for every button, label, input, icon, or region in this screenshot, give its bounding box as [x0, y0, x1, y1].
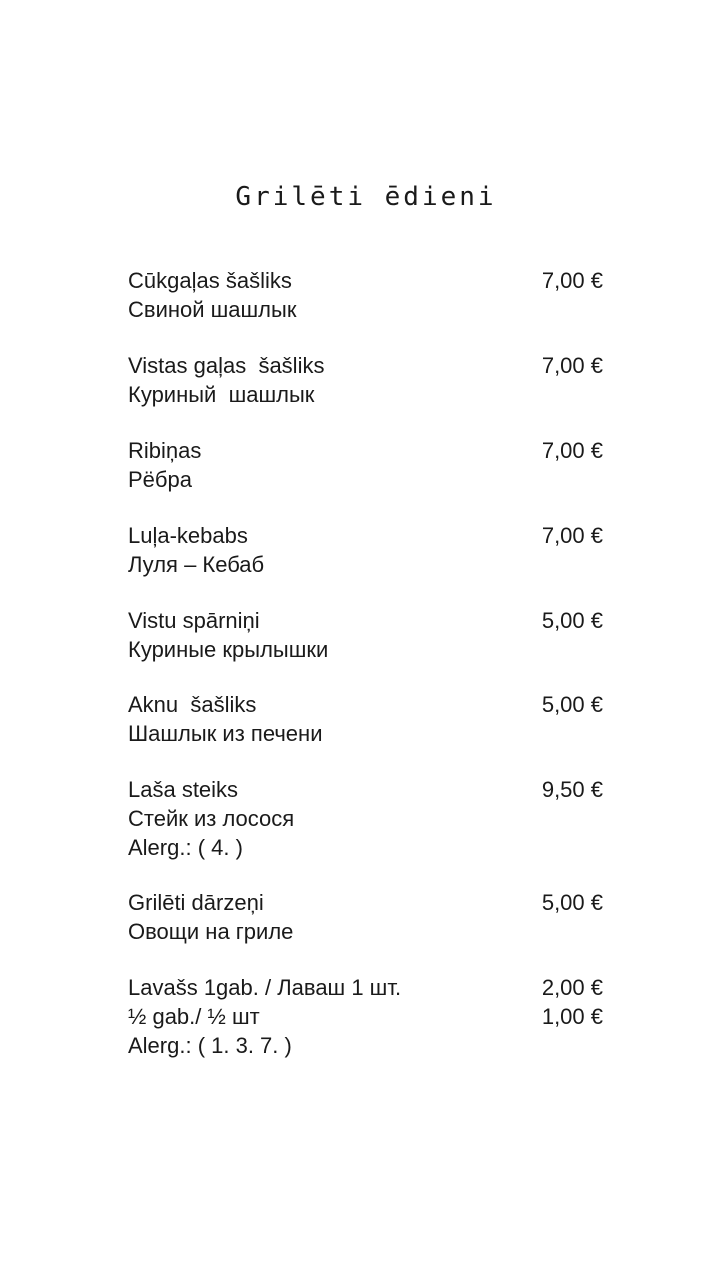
- item-name-lv: Laša steiks: [128, 777, 239, 802]
- item-price: 7,00 €: [541, 353, 603, 378]
- item-name-lv: Vistu spārniņi: [128, 608, 260, 633]
- lavash-price-1: 2,00 €: [541, 975, 603, 1000]
- item-price: 7,00 €: [541, 438, 603, 463]
- item-name-lv: Cūkgaļas šašliks: [128, 268, 292, 293]
- item-name-lv: Ribiņas: [128, 438, 202, 463]
- menu-item-lula-kebab: [128, 521, 603, 579]
- item-name-ru: Куриный шашлык: [128, 382, 315, 407]
- item-price: 7,00 €: [541, 523, 603, 548]
- item-name-ru: Шашлык из печени: [128, 721, 323, 746]
- item-name-ru: Куриные крылышки: [128, 637, 329, 662]
- item-name-ru: Стейк из лосося: [128, 806, 295, 831]
- item-price: 5,00 €: [541, 608, 603, 633]
- item-name-ru: Рёбра: [128, 467, 192, 492]
- lavash-price-2: 1,00 €: [541, 1004, 603, 1029]
- menu-item-chicken-shashlik: [128, 351, 603, 409]
- lavash-line-1: Lavašs 1gab. / Лаваш 1 шт.: [128, 975, 402, 1000]
- item-allergens: Alerg.: ( 4. ): [128, 835, 243, 860]
- item-name-lv: Vistas gaļas šašliks: [128, 353, 325, 378]
- item-name-ru: Свиной шашлык: [128, 297, 297, 322]
- page-title: Grilēti ēdieni: [235, 182, 497, 212]
- item-price: 5,00 €: [541, 692, 603, 717]
- menu-item-ribs: [128, 436, 603, 494]
- item-name-lv: Luļa-kebabs: [128, 523, 248, 548]
- item-name-ru: Овощи на гриле: [128, 919, 294, 944]
- item-price: 7,00 €: [541, 268, 603, 293]
- menu-item-liver-shashlik: [128, 690, 603, 748]
- item-price: 9,50 €: [541, 777, 603, 802]
- menu-item-chicken-wings: [128, 606, 603, 664]
- lavash-allergens: Alerg.: ( 1. 3. 7. ): [128, 1033, 292, 1058]
- menu-item-pork-shashlik: [128, 266, 603, 324]
- menu-item-salmon-steak: [128, 775, 603, 862]
- menu-item-lavash: [128, 973, 603, 1060]
- item-name-ru: Луля – Кебаб: [128, 552, 265, 577]
- item-name-lv: Aknu šašliks: [128, 692, 257, 717]
- menu-item-grilled-vegetables: [128, 888, 603, 946]
- item-name-lv: Grilēti dārzeņi: [128, 890, 264, 915]
- lavash-line-2: ½ gab./ ½ шт: [128, 1004, 260, 1029]
- item-price: 5,00 €: [541, 890, 603, 915]
